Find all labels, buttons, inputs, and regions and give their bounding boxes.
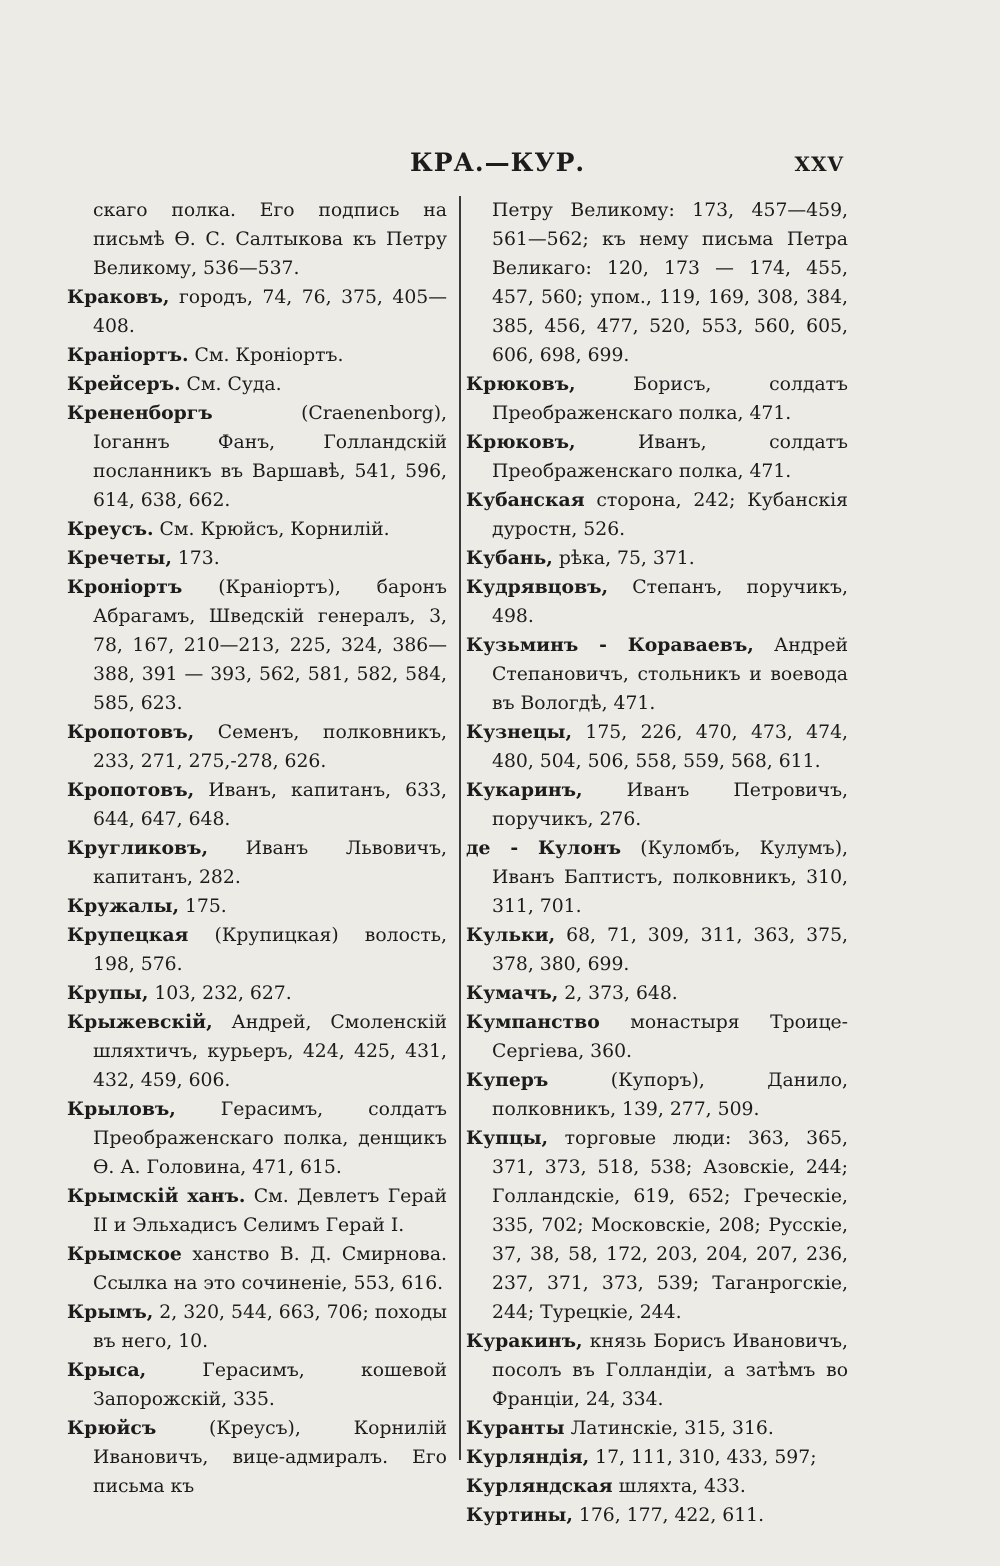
index-entry: Крюковъ, Иванъ, солдатъ Преображенскаго полка, 471. xyxy=(466,431,848,482)
index-entry: Крыловъ, Герасимъ, солдатъ Преображенскаго полка, денщикъ Ѳ. А. Головина, 471, 615. xyxy=(67,1098,447,1178)
index-entry: Кропотовъ, Иванъ, капитанъ, 633, 644, 647, 648. xyxy=(67,779,447,830)
index-entry: Краковъ, городъ, 74, 76, 375, 405—408. xyxy=(67,286,447,337)
index-entry: Кузьминъ - Кораваевъ, Андрей Степановичъ, стольникъ и воевода въ Вологдѣ, 471. xyxy=(466,634,849,714)
index-entry: Крененборгъ (Craenenborg), Іоганнъ Фанъ, Голландскій посланникъ въ Варшавѣ, 541, 596, 614, 638, 662. xyxy=(67,402,447,511)
index-entry: Кругликовъ, Иванъ Львовичъ, капитанъ, 282. xyxy=(67,837,447,888)
index-entry: скаго полка. Его подпись на письмѣ Ѳ. С. Салтыкова къ Петру Великому, 536—537. xyxy=(93,200,447,279)
index-entry: Кречеты, 173. xyxy=(67,547,220,569)
index-entry: Кумачъ, 2, 373, 648. xyxy=(466,982,678,1004)
index-entry: Курляндская шляхта, 433. xyxy=(466,1475,746,1497)
index-entry: Крымскій ханъ. См. Девлетъ Герай II и Эльхадисъ Селимъ Герай I. xyxy=(67,1185,447,1236)
index-entry: Кроніортъ (Краніортъ), баронъ Абрагамъ, Шведскій генералъ, 3, 78, 167, 210—213, 225, 324, 386—388, 391 — 393, 562, 581, 582, 584, 585, 623. xyxy=(67,576,447,714)
index-entry: Крымъ, 2, 320, 544, 663, 706; походы въ него, 10. xyxy=(67,1301,447,1352)
index-entry: Кубань, рѣка, 75, 371. xyxy=(466,547,695,569)
index-entry: Крыжевскій, Андрей, Смоленскій шляхтичъ, курьеръ, 424, 425, 431, 432, 459, 606. xyxy=(67,1011,447,1091)
index-entry: Крупецкая (Крупицкая) волость, 198, 576. xyxy=(67,924,447,975)
running-header xyxy=(0,148,1000,188)
index-entry: Крюковъ, Борисъ, солдатъ Преображенскаго полка, 471. xyxy=(466,373,848,424)
index-entry: де - Кулонъ (Куломбъ, Кулумъ), Иванъ Баптистъ, полковникъ, 310, 311, 701. xyxy=(466,837,848,917)
index-entry: Куранты Латинскіе, 315, 316. xyxy=(466,1417,774,1439)
index-entry: Кузнецы, 175, 226, 470, 473, 474, 480, 504, 506, 558, 559, 568, 611. xyxy=(466,721,848,772)
index-entry: Кропотовъ, Семенъ, полковникъ, 233, 271, 275,-278, 626. xyxy=(67,721,447,772)
index-entry: Кубанская сторона, 242; Кубанскія дуростн, 526. xyxy=(466,489,848,540)
running-title: КРА.—КУР. xyxy=(410,148,586,177)
page-number: XXV xyxy=(794,152,844,176)
index-entry: Кукаринъ, Иванъ Петровичъ, поручикъ, 276. xyxy=(466,779,848,830)
index-entry: Креусъ. См. Крюйсъ, Корнилій. xyxy=(67,518,390,540)
column-divider xyxy=(459,196,461,1460)
index-entry: Куперъ (Купоръ), Данило, полковникъ, 139, 277, 509. xyxy=(466,1069,848,1120)
index-entry: Кумпанство монастыря Троице-Сергіева, 360. xyxy=(466,1011,848,1062)
right-column xyxy=(466,196,848,1530)
index-entry: Курляндія, 17, 111, 310, 433, 597; xyxy=(466,1446,817,1468)
index-entry: Краніортъ. См. Кроніортъ. xyxy=(67,344,344,366)
index-entry: Крымское ханство В. Д. Смирнова. Ссылка на это сочиненіе, 553, 616. xyxy=(67,1243,447,1294)
index-entry: Крейсеръ. См. Суда. xyxy=(67,373,282,395)
index-entry: Крюйсъ (Креусъ), Корнилій Ивановичъ, вице-адмиралъ. Его письма къ xyxy=(67,1417,447,1497)
index-entry: Крыса, Герасимъ, кошевой Запорожскій, 335. xyxy=(67,1359,447,1410)
index-entry: Кружалы, 175. xyxy=(67,895,227,917)
index-entry: Петру Великому: 173, 457—459, 561—562; къ нему письма Петра Великаго: 120, 173 — 174, 455, 457, 560; упом., 119, 169, 308, 384, 385, 456, 477, 520, 553, 560, 605, 606, 698, 699. xyxy=(492,200,848,366)
index-entry: Купцы, торговые люди: 363, 365, 371, 373, 518, 538; Азовскіе, 244; Голландскіе, 619, 652; Греческіе, 335, 702; Московскіе, 208; Русскіе, 37, 38, 58, 172, 203, 204, 207, 236, 237, 371, 373, 539; Таганрогскіе, 244; Турецкіе, 244. xyxy=(466,1127,848,1323)
index-entry: Кульки, 68, 71, 309, 311, 363, 375, 378, 380, 699. xyxy=(466,924,848,975)
index-entry: Крупы, 103, 232, 627. xyxy=(67,982,292,1004)
index-entry: Куракинъ, князь Борисъ Ивановичъ, посолъ въ Голландіи, а затѣмъ во Франціи, 24, 334. xyxy=(466,1330,848,1410)
index-entry: Кудрявцовъ, Степанъ, поручикъ, 498. xyxy=(466,576,848,627)
left-column xyxy=(67,196,447,1501)
index-entry: Куртины, 176, 177, 422, 611. xyxy=(466,1504,765,1526)
